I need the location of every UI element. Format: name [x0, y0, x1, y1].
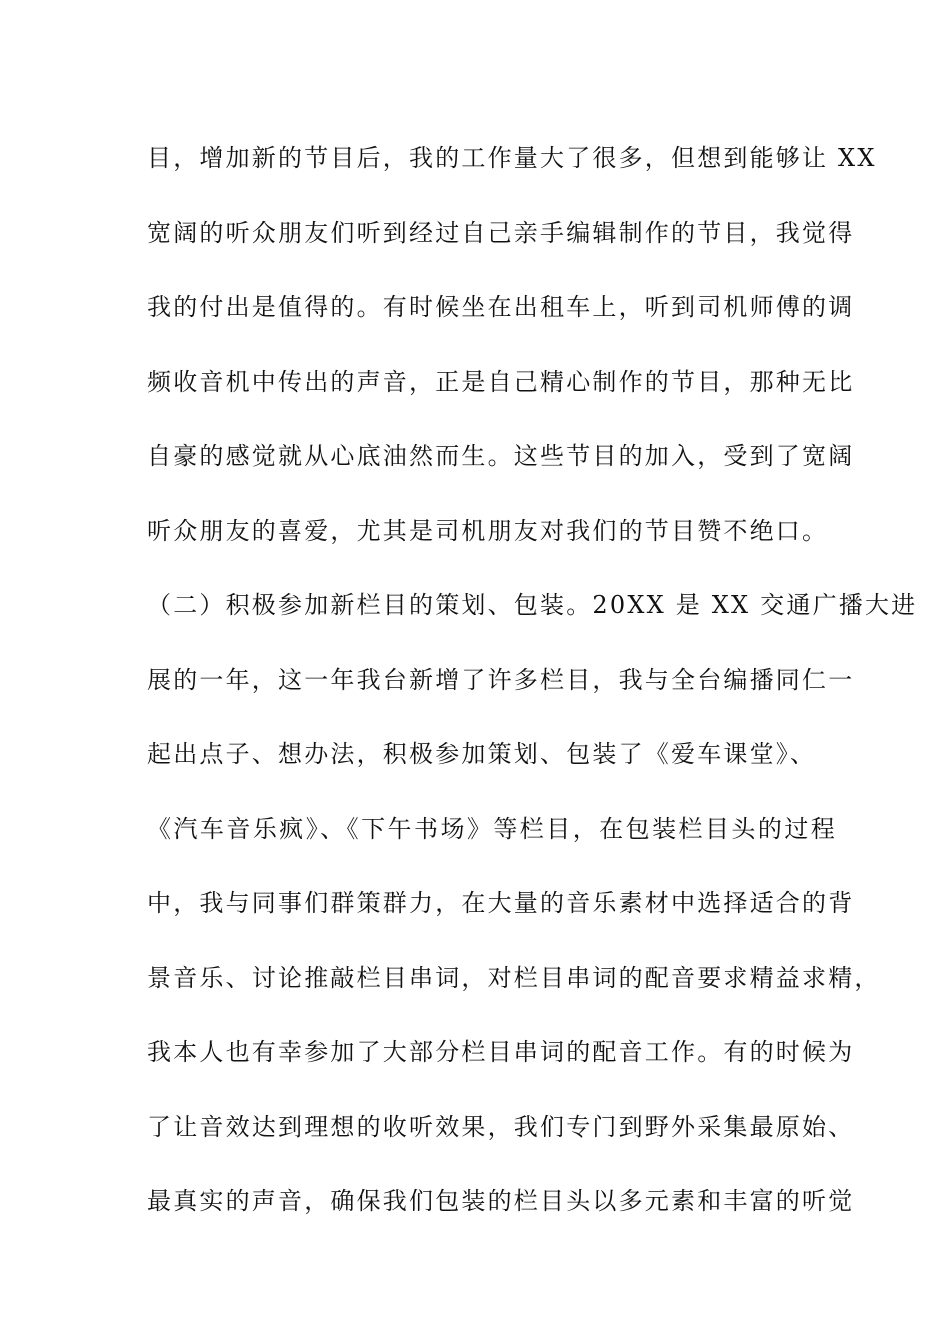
text-line: （二）积极参加新栏目的策划、包装。20XX 是 XX 交通广播大进 [147, 591, 918, 619]
text-line: 起出点子、想办法，积极参加策划、包装了《爱车课堂》、 [147, 740, 817, 768]
text-line: 中，我与同事们群策群力，在大量的音乐素材中选择适合的背 [147, 889, 855, 917]
text-line: 我本人也有幸参加了大部分栏目串词的配音工作。有的时候为 [147, 1038, 855, 1066]
text-line: 宽阔的听众朋友们听到经过自己亲手编辑制作的节目，我觉得 [147, 218, 855, 247]
text-line: 《汽车音乐疯》、《下午书场》等栏目，在包装栏目头的过程 [147, 814, 837, 843]
text-line: 我的付出是值得的。有时候坐在出租车上，听到司机师傅的调 [147, 293, 855, 321]
text-line: 听众朋友的喜爱，尤其是司机朋友对我们的节目赞不绝口。 [147, 516, 829, 545]
text-line: 目，增加新的节目后，我的工作量大了很多，但想到能够让 XX [147, 144, 877, 172]
text-line: 最真实的声音，确保我们包装的栏目头以多元素和丰富的听觉 [147, 1187, 855, 1215]
body-text [147, 130, 918, 1248]
text-line: 景音乐、讨论推敲栏目串词，对栏目串词的配音要求精益求精， [147, 963, 881, 992]
text-line: 了让音效达到理想的收听效果，我们专门到野外采集最原始、 [147, 1112, 855, 1141]
text-line: 频收音机中传出的声音，正是自己精心制作的节目，那种无比 [147, 367, 855, 396]
text-line: 展的一年，这一年我台新增了许多栏目，我与全台编播同仁一 [147, 665, 855, 694]
text-line: 自豪的感觉就从心底油然而生。这些节目的加入，受到了宽阔 [147, 442, 855, 470]
